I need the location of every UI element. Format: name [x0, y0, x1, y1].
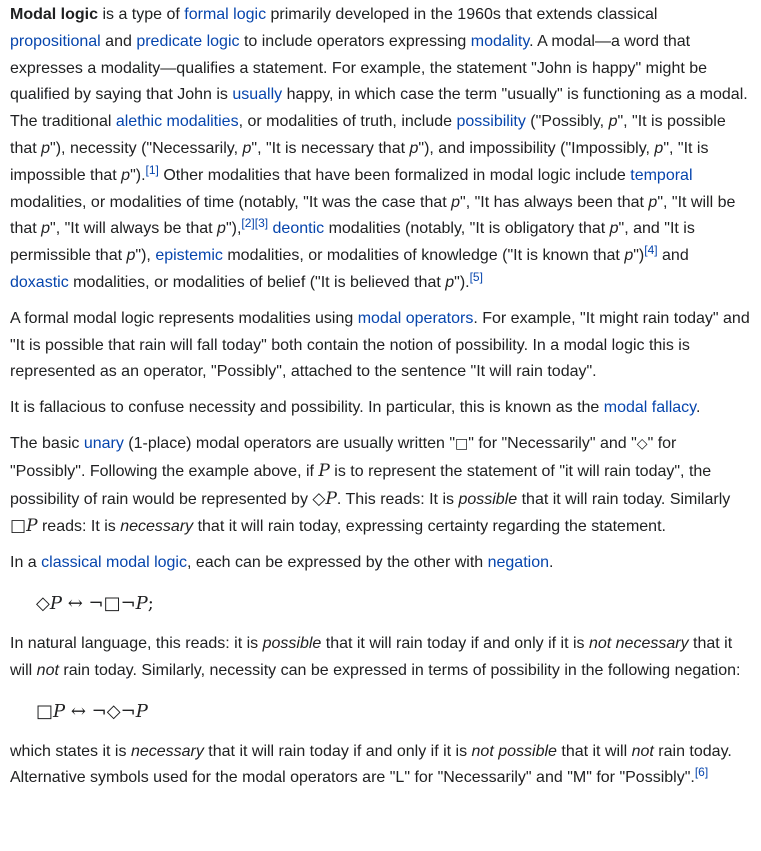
diamond-symbol: ◇ — [636, 435, 648, 452]
math-diamond: ◇ — [312, 488, 326, 509]
box-symbol: □ — [455, 435, 469, 452]
link-classical-modal-logic[interactable]: classical modal logic — [41, 554, 187, 572]
link-alethic-modalities[interactable]: alethic modalities — [115, 113, 239, 131]
citation-5[interactable]: [5] — [469, 269, 483, 284]
paragraph-classical-modal-logic: In a classical modal logic, each can be expressed by the other with negation. — [10, 554, 554, 572]
paragraph-operator-notation: The basic unary (1-place) modal operators are usually written "□" for "Necessarily" and "◇" for "Possibly". Following the example above, if P is to represent the statement of "it will rain today", the possibility of rain would be represented by ◇P. This reads: It is possible that it will rain today. Similarly □P reads: It is necessary that it will rain today, expressing certainty regarding the statement. — [10, 434, 731, 537]
link-deontic[interactable]: deontic — [272, 220, 325, 238]
link-negation[interactable]: negation — [487, 554, 549, 572]
citation-1[interactable]: [1] — [145, 162, 159, 177]
paragraph-modal-fallacy: It is fallacious to confuse necessity and possibility. In particular, this is known as the modal fallacy. — [10, 399, 701, 417]
link-usually[interactable]: usually — [232, 86, 283, 104]
link-modality[interactable]: modality — [470, 32, 530, 50]
link-unary[interactable]: unary — [83, 434, 124, 452]
term-modal-logic: Modal logic — [10, 6, 98, 23]
link-modal-fallacy[interactable]: modal fallacy — [603, 399, 696, 417]
link-temporal[interactable]: temporal — [630, 166, 693, 184]
formula-possibility-equivalence: ◇P ↔ ¬□¬P; — [36, 592, 154, 614]
link-propositional[interactable]: propositional — [10, 32, 101, 50]
math-p: P — [318, 460, 330, 481]
link-formal-logic[interactable]: formal logic — [184, 6, 267, 23]
link-modal-operators[interactable]: modal operators — [357, 309, 474, 327]
link-epistemic[interactable]: epistemic — [155, 247, 223, 265]
citation-2[interactable]: [2] — [241, 216, 255, 231]
paragraph-alternative-symbols: which states it is necessary that it will rain today if and only if it is not possible that it will not rain today. Alternative symbols used for the modal operators are "L" for "Necessarily" and "M" for "Possibly".[6] — [10, 742, 732, 787]
paragraph-modal-operators: A formal modal logic represents modalities using modal operators. For example, "It might rain today" and "It is possible that rain will fall today" both contain the notion of possibility. In a modal logic this is represented as an operator, "Possibly", attached to the sentence "It will rain today". — [10, 309, 750, 381]
citation-4[interactable]: [4] — [644, 243, 658, 258]
paragraph-intro: Modal logic is a type of formal logic primarily developed in the 1960s that extends classical propositional and predicate logic to include operators expressing modality. A modal—a word that expresses a modality—qualifies a statement. For example, the statement "John is happy" might be qualified by saying that John is usually happy, in which case the term "usually" is functioning as a modal. The traditional alethic modalities, or modalities of truth, include possibility ("Possibly, p", "It is possible that p"), necessity ("Necessarily, p", "It is necessary that p"), and impossibility ("Impossibly, p", "It is impossible that p").[1] Other modalities that have been formalized in modal logic include temporal modalities, or modalities of time (notably, "It was the case that p", "It has always been that p", "It will be that p", "It will always be that p"),[2][3] deontic modalities (notably, "It is obligatory that p", and "It is permissible that p"), epistemic modalities, or modalities of knowledge ("It is known that p")[4] and doxastic modalities, or modalities of belief ("It is believed that p").[5] — [10, 6, 748, 291]
paragraph-natural-language: In natural language, this reads: it is possible that it will rain today if and only if it is not necessary that it will not rain today. Similarly, necessity can be expressed in terms of possibility in the following negation: — [10, 634, 741, 679]
link-possibility[interactable]: possibility — [456, 113, 526, 131]
citation-6[interactable]: [6] — [694, 765, 709, 780]
math-box: □ — [10, 516, 27, 537]
citation-3[interactable]: [3] — [254, 216, 269, 231]
link-doxastic[interactable]: doxastic — [10, 273, 69, 291]
formula-necessity-equivalence: □P ↔ ¬◇¬P — [36, 700, 148, 722]
link-predicate-logic[interactable]: predicate logic — [136, 32, 240, 50]
